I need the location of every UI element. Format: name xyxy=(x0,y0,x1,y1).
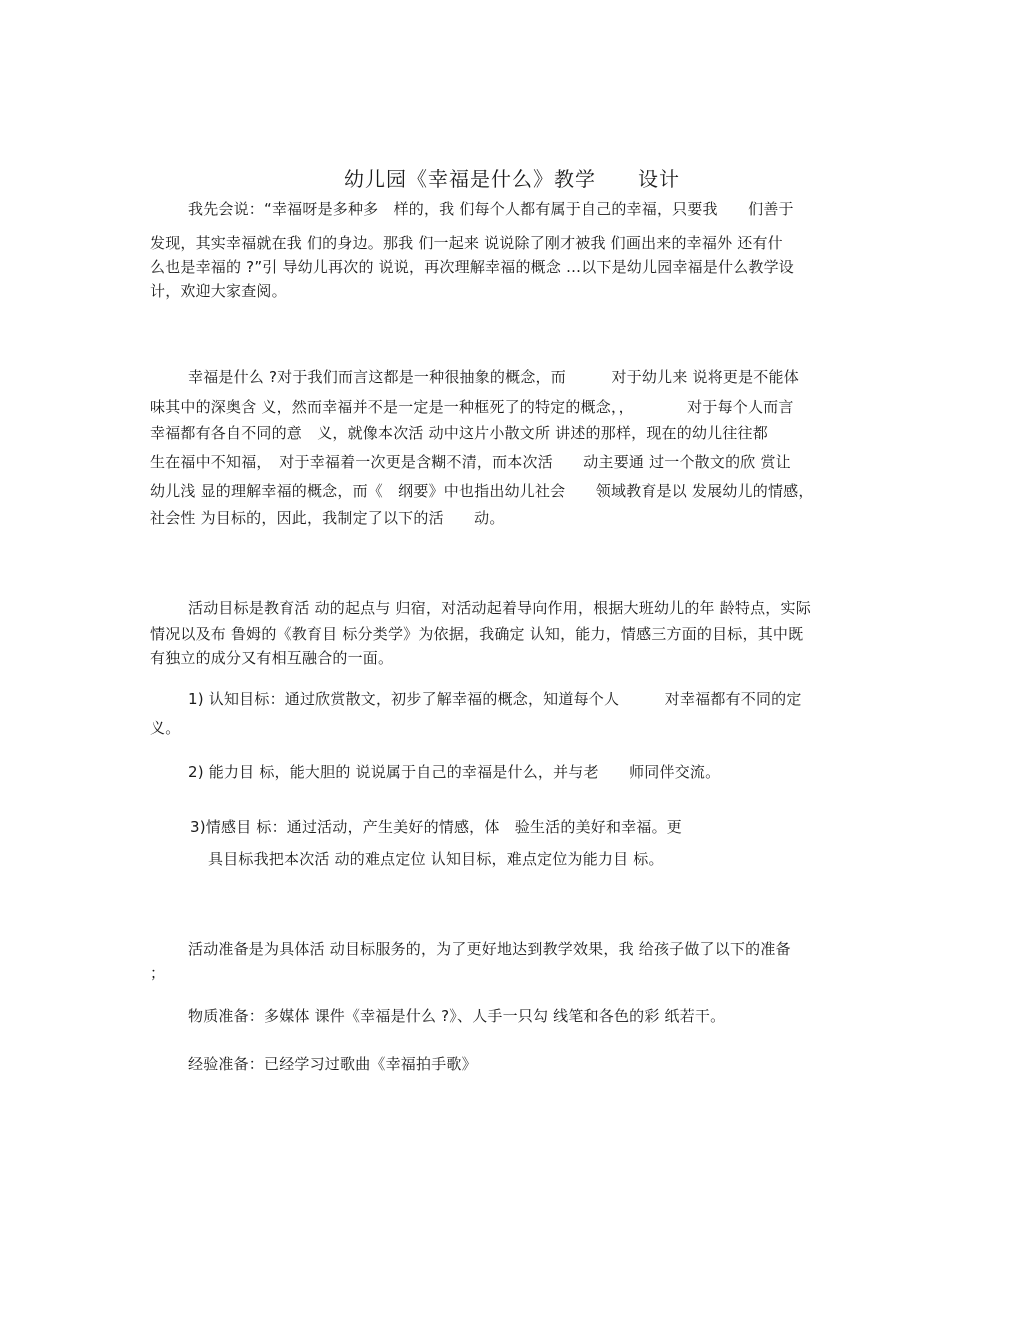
cognitive-goal-line: 义。 xyxy=(150,719,181,737)
happiness-paragraph-line: 幸福是什么 ?对于我们而言这都是一种很抽象的概念，而 对于幼儿来 说将更是不能体 xyxy=(188,368,799,386)
intro-line: 么也是幸福的 ?”引 导幼儿再次的 说说，再次理解幸福的概念 …以下是幼儿园幸福是什么教学设 xyxy=(150,258,795,276)
emotion-goal-line: 具目标我把本次活 动的难点定位 认知目标，难点定位为能力目 标。 xyxy=(208,850,664,868)
cognitive-goal-line: 1) 认知目标：通过欣赏散文，初步了解幸福的概念，知道每个人 对幸福都有不同的定 xyxy=(188,690,802,708)
happiness-paragraph-line: 生在福中不知福， 对于幸福着一次更是含糊不清，而本次活 动主要通 过一个散文的欣 赏让 xyxy=(150,453,791,471)
intro-line: 发现，其实幸福就在我 们的身边。那我 们一起来 说说除了刚才被我 们画出来的幸福外 还有什 xyxy=(150,234,783,252)
intro-line: 计，欢迎大家查阅。 xyxy=(150,282,287,300)
emotion-goal-line: 3)情感目 标：通过活动，产生美好的情感，体 验生活的美好和幸福。更 xyxy=(190,818,682,836)
goals-paragraph-line: 情况以及布 鲁姆的《教育目 标分类学》为依据，我确定 认知，能力，情感三方面的目标，其中既 xyxy=(150,625,804,643)
material-preparation-line: 物质准备：多媒体 课件《幸福是什么 ?》、人手一只勾 线笔和各色的彩 纸若干。 xyxy=(188,1007,726,1025)
experience-preparation-line: 经验准备：已经学习过歌曲《幸福拍手歌》 xyxy=(188,1055,477,1073)
document-title: 幼儿园《幸福是什么》教学 设计 xyxy=(344,167,680,191)
happiness-paragraph-line: 幼儿浅 显的理解幸福的概念，而《 纲要》中也指出幼儿社会 领域教育是以 发展幼儿的情感， xyxy=(150,482,814,500)
preparation-paragraph-line: 活动准备是为具体活 动目标服务的，为了更好地达到教学效果，我 给孩子做了以下的准备 xyxy=(188,940,791,958)
preparation-paragraph-line: ； xyxy=(150,964,166,982)
happiness-paragraph-line: 社会性 为目标的，因此，我制定了以下的活 动。 xyxy=(150,509,505,527)
intro-line: 我先会说：“幸福呀是多种多 样的，我 们每个人都有属于自己的幸福，只要我 们善于 xyxy=(188,200,794,218)
goals-paragraph-line: 活动目标是教育活 动的起点与 归宿，对活动起着导向作用，根据大班幼儿的年 龄特点，实际 xyxy=(188,599,811,617)
happiness-paragraph-line: 幸福都有各自不同的意 义，就像本次活 动中这片小散文所 讲述的那样，现在的幼儿往往都 xyxy=(150,424,768,442)
goals-paragraph-line: 有独立的成分又有相互融合的一面。 xyxy=(150,649,394,667)
ability-goal-line: 2) 能力目 标，能大胆的 说说属于自己的幸福是什么，并与老 师同伴交流。 xyxy=(188,763,721,781)
happiness-paragraph-line: 味其中的深奥含 义，然而幸福并不是一定是一种框死了的特定的概念，， 对于每个人而言 xyxy=(150,398,794,416)
